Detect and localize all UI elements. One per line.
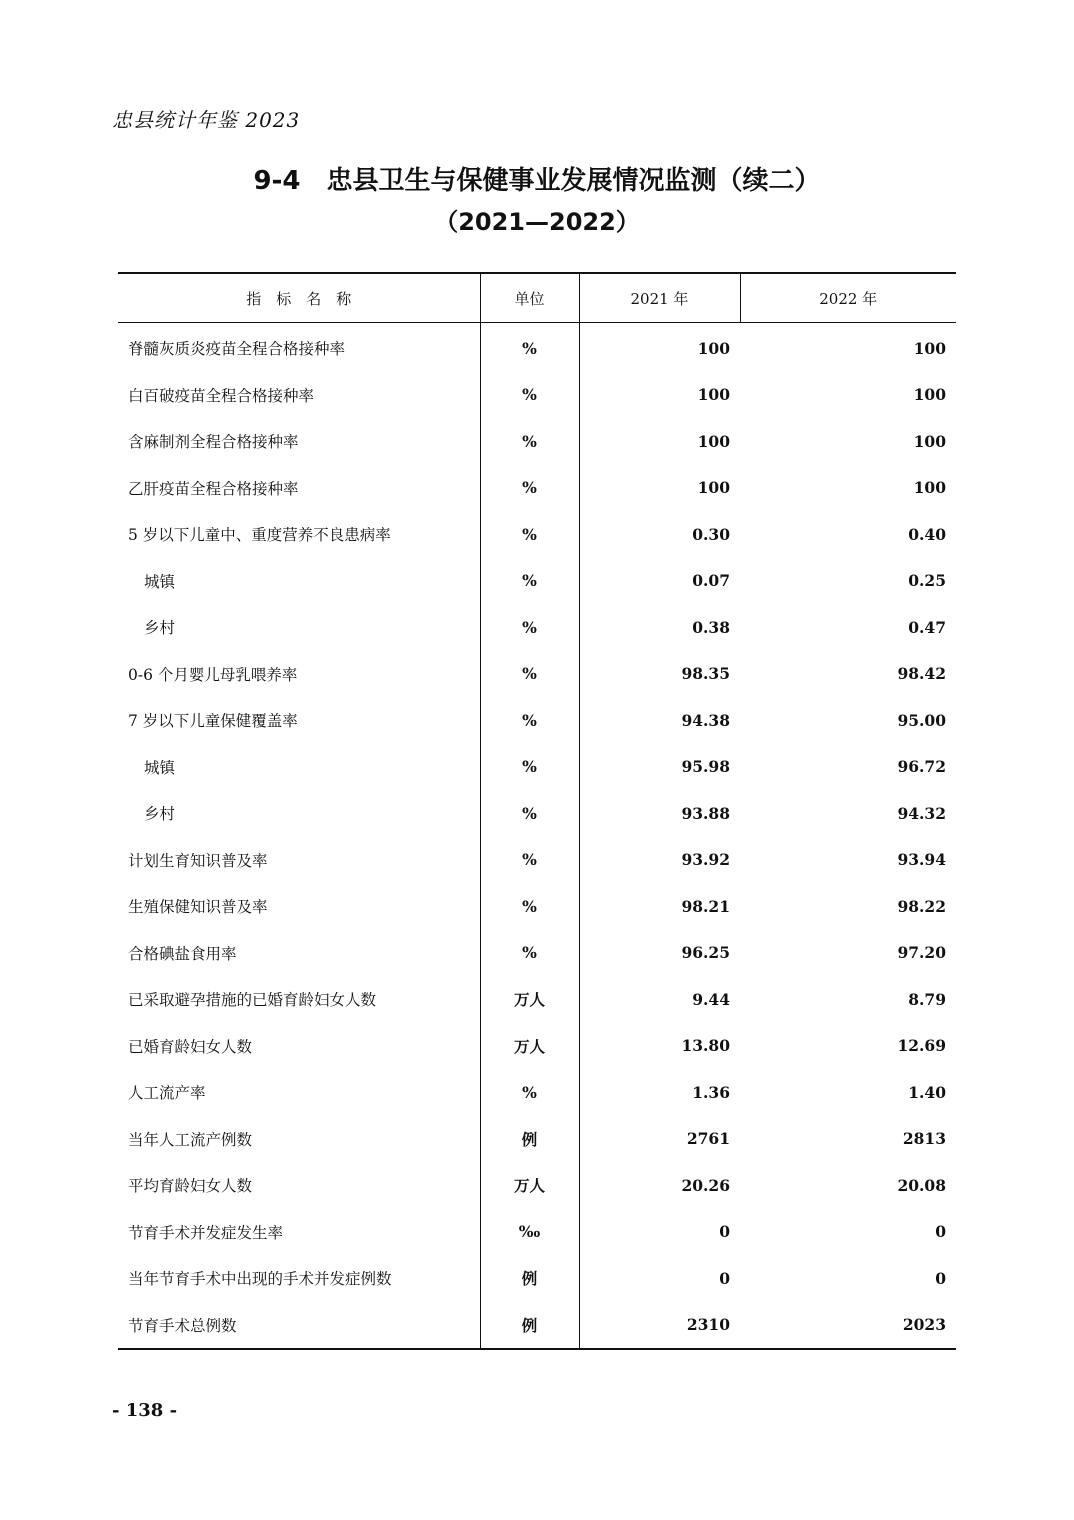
value-2021-cell: 20.26	[579, 1162, 740, 1209]
value-2022-cell: 100	[913, 431, 946, 451]
value-2021-cell: 98.35	[579, 651, 740, 698]
value-2022-cell: 100	[913, 478, 946, 498]
value-2021-cell: 98.21	[579, 883, 740, 930]
indicator-name-cell: 乡村	[144, 619, 176, 638]
value-2022-cell: 0	[935, 1222, 946, 1242]
unit-cell: %	[480, 511, 579, 558]
indicator-name-cell: 白百破疫苗全程合格接种率	[128, 386, 315, 405]
value-2021-cell: 93.88	[579, 790, 740, 837]
indicator-name-cell: 生殖保健知识普及率	[128, 898, 268, 917]
indicator-name-cell: 0-6 个月婴儿母乳喂养率	[128, 665, 298, 684]
value-2022-cell: 0.40	[908, 524, 946, 544]
value-2022-cell: 98.22	[897, 896, 946, 916]
value-2021-cell: 94.38	[579, 697, 740, 744]
table-header-row	[118, 273, 956, 323]
value-2021-cell: 93.92	[579, 837, 740, 884]
unit-cell: %	[480, 323, 579, 372]
table-row	[118, 883, 956, 930]
indicator-name-cell: 脊髓灰质炎疫苗全程合格接种率	[128, 340, 346, 359]
value-2021-cell: 9.44	[579, 976, 740, 1023]
value-2021-cell: 0.38	[579, 604, 740, 651]
unit-cell: %	[480, 418, 579, 465]
table-row	[118, 651, 956, 698]
indicator-name-cell: 5 岁以下儿童中、重度营养不良患病率	[128, 526, 391, 545]
value-2021-cell: 13.80	[579, 1023, 740, 1070]
unit-cell: 例	[480, 1302, 579, 1350]
unit-cell: %	[480, 604, 579, 651]
value-2022-cell: 93.94	[897, 850, 946, 870]
indicator-name-cell: 节育手术并发症发生率	[128, 1223, 284, 1242]
value-2022-cell: 0.47	[908, 617, 946, 637]
table-row	[118, 511, 956, 558]
column-header-2022: 2022 年	[740, 273, 956, 323]
unit-cell: %	[480, 558, 579, 605]
unit-cell: %	[480, 883, 579, 930]
value-2022-cell: 8.79	[908, 989, 946, 1009]
table-row	[118, 604, 956, 651]
value-2022-cell: 2023	[902, 1315, 946, 1335]
indicator-name-cell: 城镇	[144, 758, 176, 777]
unit-cell: %	[480, 790, 579, 837]
indicator-name-cell: 节育手术总例数	[128, 1316, 237, 1335]
table-row	[118, 744, 956, 791]
indicator-name-cell: 计划生育知识普及率	[128, 851, 268, 870]
indicator-name-cell: 平均育龄妇女人数	[128, 1177, 253, 1196]
table-row	[118, 1023, 956, 1070]
unit-cell: %	[480, 465, 579, 512]
unit-cell: 万人	[480, 976, 579, 1023]
table-row	[118, 1116, 956, 1163]
unit-cell: %	[480, 930, 579, 977]
value-2022-cell: 0	[935, 1268, 946, 1288]
unit-cell: ‰	[480, 1209, 579, 1256]
unit-cell: %	[480, 697, 579, 744]
running-head: 忠县统计年鉴 2023	[112, 108, 301, 132]
value-2021-cell: 96.25	[579, 930, 740, 977]
value-2021-cell: 2761	[579, 1116, 740, 1163]
indicator-name-cell: 乙肝疫苗全程合格接种率	[128, 479, 299, 498]
value-2022-cell: 100	[913, 338, 946, 358]
indicator-name-cell: 城镇	[144, 572, 176, 591]
value-2022-cell: 94.32	[897, 803, 946, 823]
value-2022-cell: 2813	[902, 1129, 946, 1149]
unit-cell: %	[480, 651, 579, 698]
table-row	[118, 930, 956, 977]
value-2021-cell: 2310	[579, 1302, 740, 1350]
indicator-name-cell: 7 岁以下儿童保健覆盖率	[128, 712, 298, 731]
value-2021-cell: 0	[579, 1255, 740, 1302]
table-row	[118, 697, 956, 744]
value-2021-cell: 1.36	[579, 1069, 740, 1116]
unit-cell: %	[480, 1069, 579, 1116]
data-table-container	[118, 272, 956, 1350]
value-2021-cell: 0.07	[579, 558, 740, 605]
table-row	[118, 558, 956, 605]
indicator-name-cell: 当年人工流产例数	[128, 1130, 253, 1149]
table-row	[118, 418, 956, 465]
table-row	[118, 372, 956, 419]
indicator-name-cell: 乡村	[144, 805, 176, 824]
table-row	[118, 1209, 956, 1256]
value-2022-cell: 96.72	[897, 757, 946, 777]
unit-cell: 例	[480, 1255, 579, 1302]
value-2022-cell: 12.69	[897, 1036, 946, 1056]
value-2022-cell: 0.25	[908, 571, 946, 591]
unit-cell: %	[480, 372, 579, 419]
table-row	[118, 976, 956, 1023]
value-2021-cell: 95.98	[579, 744, 740, 791]
table-row	[118, 1069, 956, 1116]
column-header-2021: 2021 年	[579, 273, 740, 323]
page-number: - 138 -	[112, 1400, 178, 1421]
indicator-name-cell: 已婚育龄妇女人数	[128, 1037, 253, 1056]
value-2022-cell: 1.40	[908, 1082, 946, 1102]
table-row	[118, 1162, 956, 1209]
indicator-name-cell: 人工流产率	[128, 1084, 206, 1103]
value-2022-cell: 97.20	[897, 943, 946, 963]
value-2021-cell: 100	[579, 372, 740, 419]
indicator-name-cell: 含麻制剂全程合格接种率	[128, 433, 299, 452]
value-2022-cell: 20.08	[897, 1175, 946, 1195]
table-row	[118, 837, 956, 884]
value-2021-cell: 0	[579, 1209, 740, 1256]
table-subtitle-years: （2021—2022）	[434, 208, 640, 236]
table-row	[118, 323, 956, 372]
value-2022-cell: 98.42	[897, 664, 946, 684]
table-row	[118, 465, 956, 512]
table-row	[118, 790, 956, 837]
unit-cell: 万人	[480, 1023, 579, 1070]
unit-cell: 例	[480, 1116, 579, 1163]
unit-cell: 万人	[480, 1162, 579, 1209]
indicator-name-cell: 当年节育手术中出现的手术并发症例数	[128, 1270, 392, 1289]
table-title: 9-4 忠县卫生与保健事业发展情况监测（续二）	[253, 166, 821, 196]
value-2021-cell: 100	[579, 323, 740, 372]
data-table	[118, 272, 956, 1350]
value-2021-cell: 0.30	[579, 511, 740, 558]
value-2022-cell: 100	[913, 385, 946, 405]
table-body	[118, 323, 956, 1350]
column-header-indicator: 指 标 名 称	[118, 273, 480, 323]
table-row	[118, 1302, 956, 1350]
unit-cell: %	[480, 744, 579, 791]
column-header-unit: 单位	[480, 273, 579, 323]
value-2021-cell: 100	[579, 465, 740, 512]
unit-cell: %	[480, 837, 579, 884]
indicator-name-cell: 合格碘盐食用率	[128, 944, 237, 963]
indicator-name-cell: 已采取避孕措施的已婚育龄妇女人数	[128, 991, 377, 1010]
value-2021-cell: 100	[579, 418, 740, 465]
value-2022-cell: 95.00	[897, 710, 946, 730]
table-row	[118, 1255, 956, 1302]
